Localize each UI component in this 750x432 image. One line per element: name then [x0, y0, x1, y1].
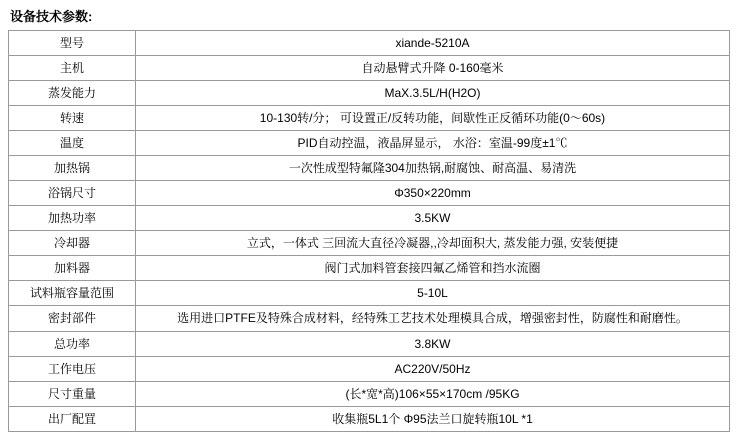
row-label: 冷却器 [9, 231, 136, 256]
row-label: 尺寸重量 [9, 381, 136, 406]
row-label: 加料器 [9, 256, 136, 281]
table-row [9, 306, 730, 332]
row-value: 自动悬臂式升降 0-160毫米 [136, 56, 730, 81]
table-row [9, 381, 730, 406]
row-value: 立式，一体式 三回流大直径冷凝器,,冷却面积大, 蒸发能力强, 安装便捷 [136, 231, 730, 256]
row-value: 一次性成型特氟隆304加热锅,耐腐蚀、耐高温、易清洗 [136, 156, 730, 181]
row-value: 选用进口PTFE及特殊合成材料，经特殊工艺技术处理模具合成，增强密封性，防腐性和耐磨性。 [136, 306, 730, 332]
table-row [9, 256, 730, 281]
table-row [9, 181, 730, 206]
row-label: 出厂配罝 [9, 406, 136, 431]
row-label: 蒸发能力 [9, 81, 136, 106]
row-value: 10-130转/分； 可设置正/反转功能，间歇性正反循环功能(0～60s) [136, 106, 730, 131]
table-row [9, 356, 730, 381]
table-row [9, 106, 730, 131]
row-value: 5-10L [136, 281, 730, 306]
row-value: 3.5KW [136, 206, 730, 231]
row-label: 加热功率 [9, 206, 136, 231]
row-value: (长*宽*高)106×55×170cm /95KG [136, 381, 730, 406]
row-value: 收集瓶5L1个 Φ95法兰口旋转瓶10L *1 [136, 406, 730, 431]
table-row [9, 281, 730, 306]
row-value: Φ350×220mm [136, 181, 730, 206]
spec-table [8, 30, 730, 432]
table-row [9, 81, 730, 106]
row-value: PID自动控温，液晶屏显示， 水浴：室温-99度±1℃ [136, 131, 730, 156]
row-value: xiande-5210A [136, 31, 730, 56]
row-label: 加热锅 [9, 156, 136, 181]
row-label: 密封部件 [9, 306, 136, 332]
row-label: 型号 [9, 31, 136, 56]
table-row [9, 56, 730, 81]
table-row [9, 31, 730, 56]
table-row [9, 206, 730, 231]
row-label: 温度 [9, 131, 136, 156]
row-value: AC220V/50Hz [136, 356, 730, 381]
table-row [9, 331, 730, 356]
table-row [9, 156, 730, 181]
row-label: 总功率 [9, 331, 136, 356]
row-label: 主机 [9, 56, 136, 81]
page-title: 设备技术参数: [10, 9, 93, 24]
row-label: 转速 [9, 106, 136, 131]
row-value: 3.8KW [136, 331, 730, 356]
table-row [9, 131, 730, 156]
row-label: 试料瓶容量范围 [9, 281, 136, 306]
row-value: MaX.3.5L/H(H2O) [136, 81, 730, 106]
table-row [9, 406, 730, 431]
table-row [9, 231, 730, 256]
row-value: 阀门式加料管套接四氟乙烯管和挡水流圈 [136, 256, 730, 281]
row-label: 浴锅尺寸 [9, 181, 136, 206]
row-label: 工作电压 [9, 356, 136, 381]
